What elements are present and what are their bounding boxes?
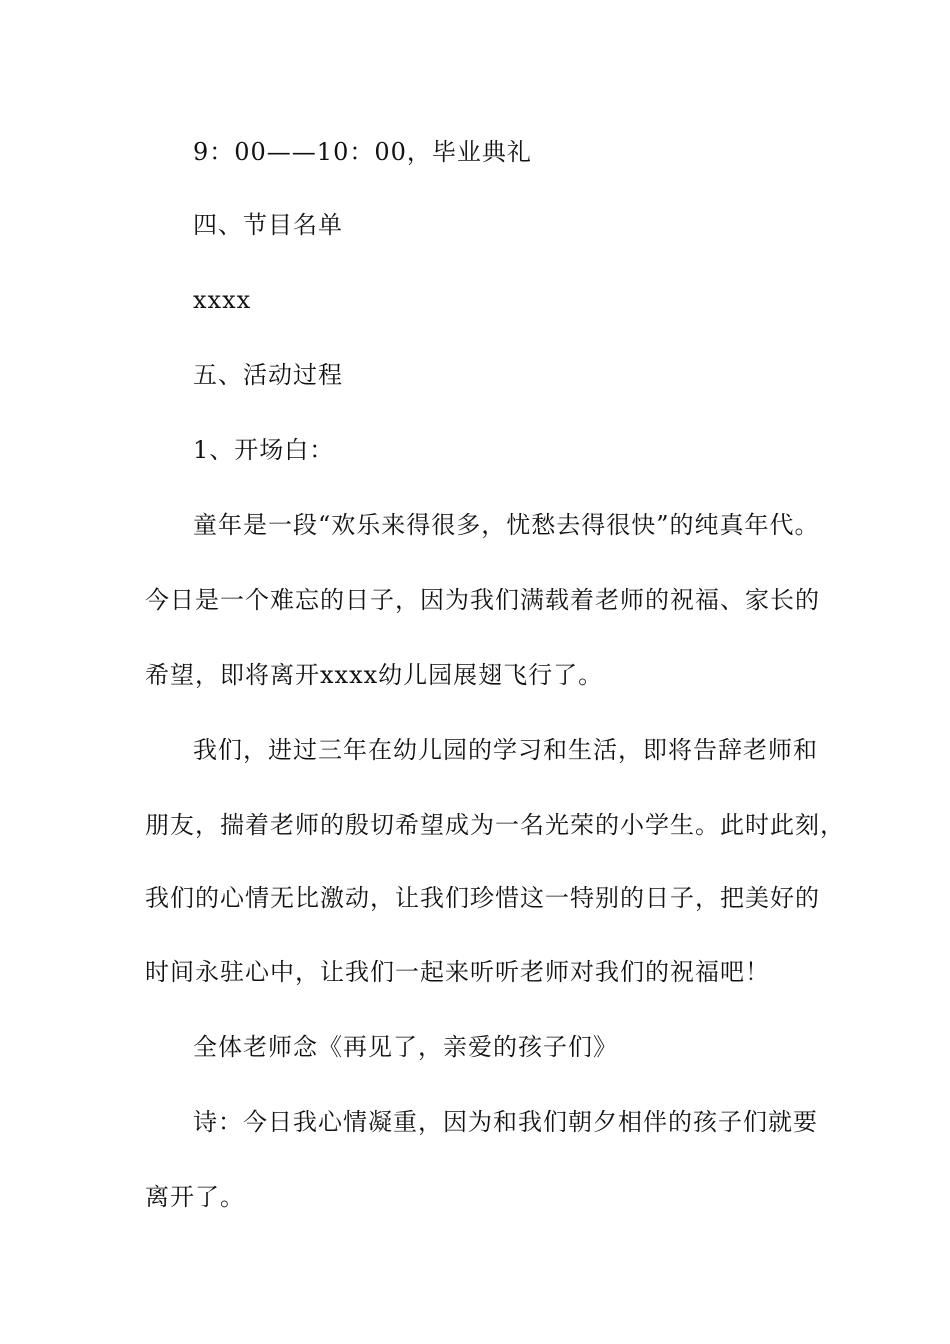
- poem-line: 诗：今日我心情凝重，因为和我们朝夕相伴的孩子们就要: [193, 1108, 818, 1136]
- paragraph-line: 今日是一个难忘的日子，因为我们满载着老师的祝福、家长的: [145, 586, 820, 614]
- schedule-line: 9：00——10：00，毕业典礼: [193, 138, 532, 166]
- section-heading-program-list: 四、节目名单: [193, 211, 343, 239]
- paragraph-line: 时间永驻心中，让我们一起来听听老师对我们的祝福吧！: [145, 958, 770, 986]
- paragraph-line: 希望，即将离开xxxx幼儿园展翅飞行了。: [145, 661, 604, 689]
- paragraph-line: 童年是一段“欢乐来得很多，忧愁去得很快”的纯真年代。: [193, 511, 820, 539]
- program-placeholder: xxxx: [193, 286, 252, 314]
- poem-title-line: 全体老师念《再见了，亲爱的孩子们》: [193, 1033, 618, 1061]
- paragraph-line: 朋友，揣着老师的殷切希望成为一名光荣的小学生。此时此刻，: [145, 811, 845, 839]
- paragraph-line: 我们的心情无比激动，让我们珍惜这一特别的日子，把美好的: [145, 884, 820, 912]
- section-heading-activity-process: 五、活动过程: [193, 361, 343, 389]
- paragraph-line: 我们，进过三年在幼儿园的学习和生活，即将告辞老师和: [193, 736, 818, 764]
- subheading-opening-remarks: 1、开场白：: [193, 436, 335, 464]
- poem-line: 离开了。: [145, 1183, 245, 1211]
